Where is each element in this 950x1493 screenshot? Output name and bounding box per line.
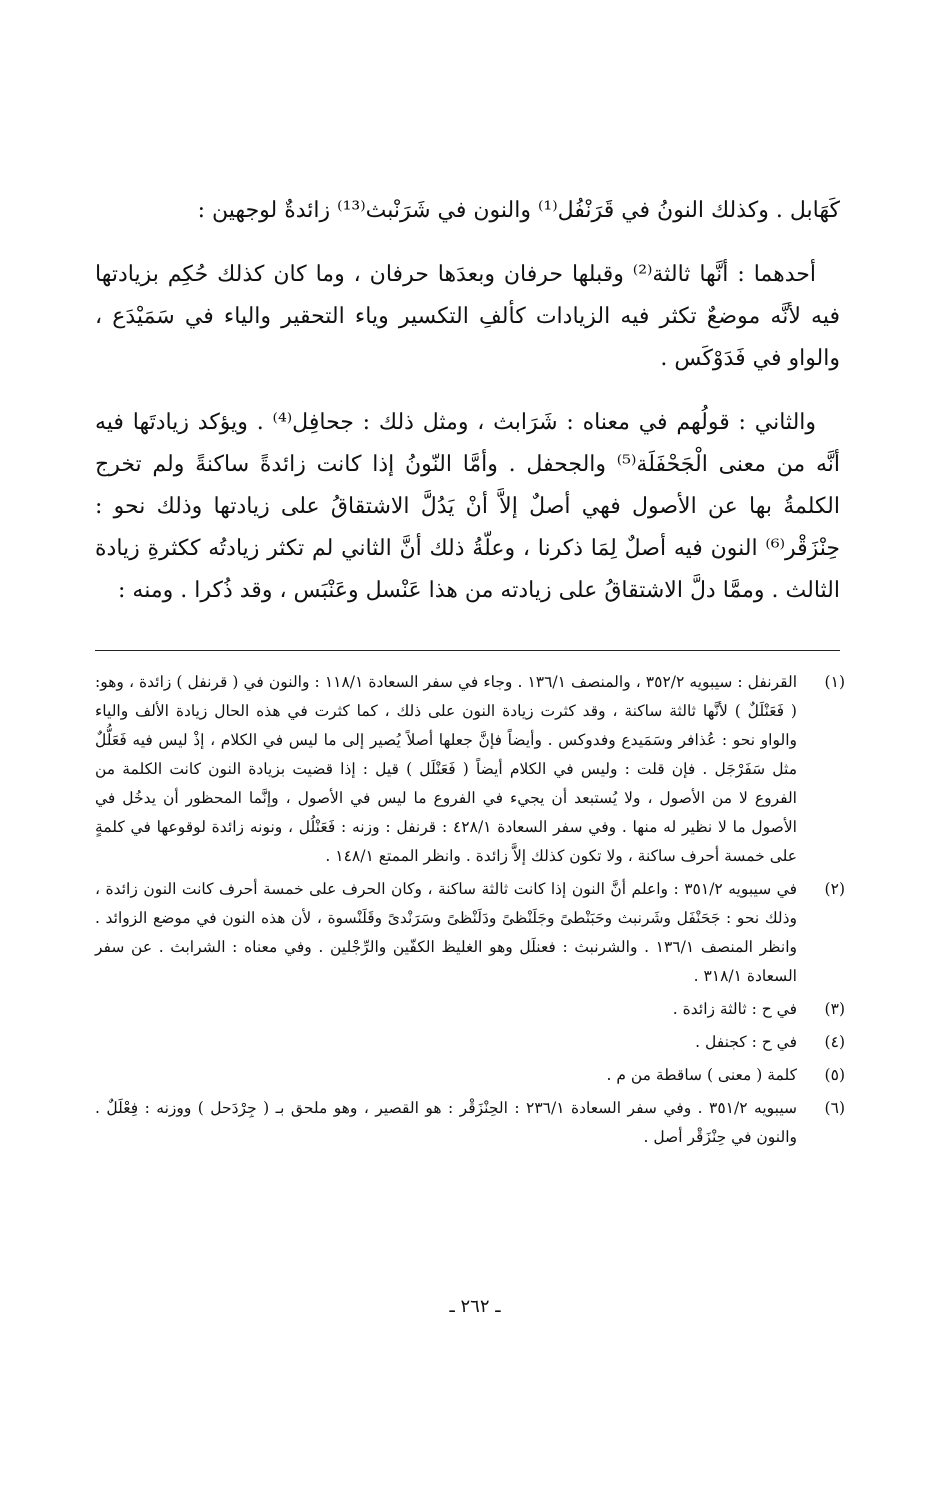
footnote bbox=[95, 875, 845, 991]
footnote-text: في سيبويه ٣٥١/٢ : واعلم أنَّ النون إذا كانت ثالثة ساكنة ، وكان الحرف على خمسة أحرف كانت النون زائدة ، وذلك نحو : جَحَنْفَل وشَرنبث وحَبَنْطىً وجَلَنْظىً ودَلَنْظىً وسَرَنْدىً وقَلَنْسوة ، لأن هذه النون في موضع الزوائد . وانظر المنصف ١٣٦/١ . والشرنبث : فعنلَل وهو الغليظ الكفّين والرِّجْلين . وفي معناه : الشرابث . عن سفر السعادة ٣١٨/١ . bbox=[95, 880, 797, 985]
footnote bbox=[95, 1094, 845, 1152]
footnote-number: (٤) bbox=[824, 1033, 845, 1051]
footnote-text: سيبويه ٣٥١/٢ . وفي سفر السعادة ٢٣٦/١ : الحِنْزَقْر : هو القصير ، وهو ملحق بـ ( جِرْدَحل ) ووزنه : فِعْلَلٌ . والنون في حِنْزَقْر أصل . bbox=[95, 1099, 797, 1146]
footnote bbox=[95, 668, 845, 871]
footnote-divider bbox=[95, 650, 840, 651]
footnote-number: (٦) bbox=[824, 1099, 845, 1117]
footnote-text: كلمة ( معنى ) ساقطة من م . bbox=[606, 1066, 797, 1084]
paragraph-second-reason: والثاني : قولُهم في معناه : شَرَابث ، ومثل ذلك : جحافِل⁽⁴⁾ . ويؤكد زيادتَها فيه أنَّه من معنى الْجَحْفَلَة⁽⁵⁾ والجحفل . وأمَّا النّونُ إذا كانت زائدةً ساكنةً ولم تخرج الكلمةُ بها عن الأصول فهي أصلٌ إلاَّ أنْ يَدُلَّ الاشتقاقُ على زيادتها وذلك نحو : حِنْزَقْر⁽⁶⁾ النون فيه أصلٌ لِمَا ذكرنا ، وعلّةُ ذلك أنَّ الثاني لم تكثر زيادتُه ككثرةِ زيادة الثالث . وممَّا دلَّ الاشتقاقُ على زيادته من هذا عَنْسل وعَنْبَس ، وقد ذُكرا . ومنه : bbox=[95, 410, 840, 603]
footnote bbox=[95, 1061, 845, 1090]
footnote bbox=[95, 1028, 845, 1057]
footnote-text: القرنفل : سيبويه ٣٥٢/٢ ، والمنصف ١٣٦/١ . وجاء في سفر السعادة ١١٨/١ : والنون في ( قرنفل ) زائدة ، وهو: ( فَعَنْلَلٌ ) لأنَّها ثالثة ساكنة ، وقد كثرت زيادة النون على ذلك ، كما كثرت في هذه الحال زيادة الألف والياء والواو نحو : عُذافر وسَمَيدع وفدوكس . وأيضاً فإنَّ جعلها أصلاً يُصير إلى ما ليس في الكلام ، إذْ ليس فيه فَعَلُّلٌ مثل سَفَرْجَل . فإن قلت : وليس في الكلام أيضاً ( فَعَنْلَل ) قيل : إذا قضيت بزيادة النون كانت الكلمة من الفروع لا من الأصول ، ولا يُستبعد أن يجيء في الفروع ما ليس في الأصول ، وإنَّما المحظور أن يدخُل في الأصول ما لا نظير له منها . وفي سفر السعادة ٤٢٨/١ : قرنفل : وزنه : فَعَنْلُل ، ونونه زائدة لوقوعها في كلمةٍ على خمسة أحرف ساكنة ، ولا تكون كذلك إلاَّ زائدة . وانظر الممتع ١٤٨/١ . bbox=[95, 673, 797, 865]
footnotes bbox=[95, 668, 845, 1156]
footnote-number: (١) bbox=[824, 673, 845, 691]
footnote-text: في ح : كجنفل . bbox=[695, 1033, 797, 1051]
paragraph-first-reason: أحدهما : أنَّها ثالثة⁽²⁾ وقبلها حرفان وبعدَها حرفان ، وما كان كذلك حُكِم بزيادتها فيه لأنَّه موضعٌ تكثر فيه الزيادات كألفِ التكسير وياء التحقير والياء في سَمَيْدَع ، والواو في فَدَوْكَس . bbox=[95, 262, 840, 371]
page-number: ـ ٢٦٢ ـ bbox=[449, 1296, 501, 1317]
footnote-number: (٥) bbox=[824, 1066, 845, 1084]
main-text bbox=[95, 190, 840, 634]
footnote bbox=[95, 995, 845, 1024]
footnote-number: (٢) bbox=[824, 880, 845, 898]
footnote-text: في ح : ثالثة زائدة . bbox=[672, 1000, 797, 1018]
footnote-number: (٣) bbox=[824, 1000, 845, 1018]
paragraph-intro: كَهَابل . وكذلك النونُ في قَرَنْفُل⁽¹⁾ والنون في شَرَنْبث⁽¹³⁾ زائدةٌ لوجهين : bbox=[197, 198, 840, 223]
